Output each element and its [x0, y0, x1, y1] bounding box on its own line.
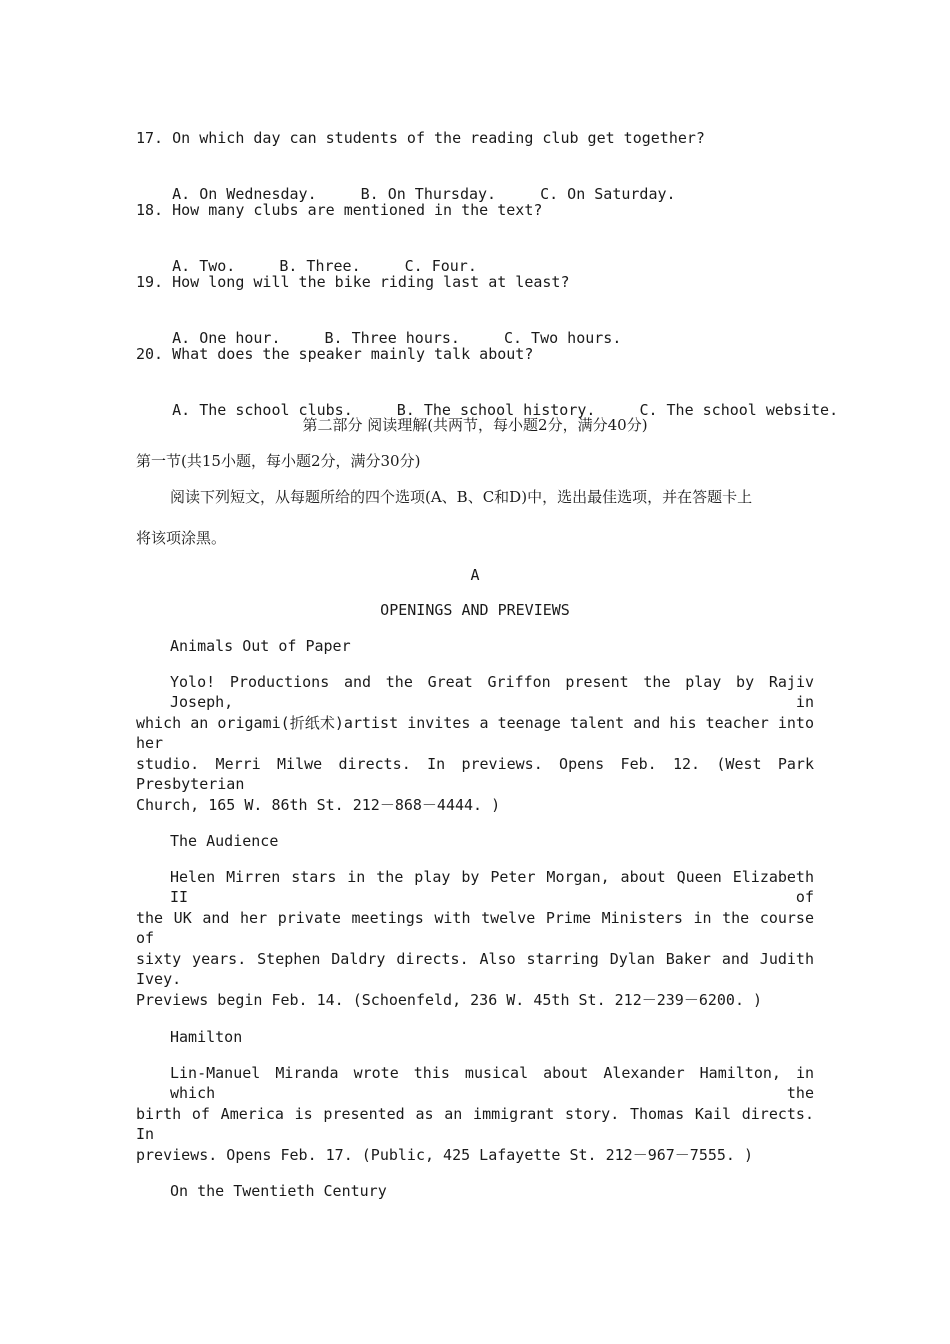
show-text-line: Yolo! Productions and the Great Griffon present the play by Rajiv Joseph, in: [170, 673, 814, 711]
show-text-line: which an origami(折纸术)artist invites a teenage talent and his teacher into her: [136, 714, 814, 752]
show-text-line: birth of America is presented as an immigrant story. Thomas Kail directs. In: [136, 1105, 814, 1143]
show-title: The Audience: [170, 832, 279, 850]
show-text-line: studio. Merri Milwe directs. In previews. Opens Feb. 12. (West Park Presbyterian: [136, 755, 814, 793]
option-c: C. Two hours.: [503, 329, 622, 347]
passage-title: OPENINGS AND PREVIEWS: [380, 601, 570, 619]
show-text-line: sixty years. Stephen Daldry directs. Also starring Dylan Baker and Judith Ivey.: [136, 950, 814, 988]
option-c: C. Four.: [404, 257, 477, 275]
question-18: 18. How many clubs are mentioned in the text?: [136, 201, 543, 219]
option-b: B. The school history.: [396, 401, 596, 419]
option-a: A. Two.: [172, 257, 236, 275]
passage-letter: A: [470, 566, 480, 584]
show-text-line: Previews begin Feb. 14. (Schoenfeld, 236 W. 45th St. 212－239－6200. ): [136, 991, 763, 1009]
option-a: A. One hour.: [172, 329, 281, 347]
option-c: C. The school website.: [639, 401, 839, 419]
instruction-line-2: 将该项涂黑。: [136, 529, 227, 547]
show-text-line: Church, 165 W. 86th St. 212－868－4444. ): [136, 796, 501, 814]
show-title: On the Twentieth Century: [170, 1182, 387, 1200]
show-text-line: Helen Mirren stars in the play by Peter Morgan, about Queen Elizabeth II of: [170, 868, 814, 906]
show-title: Animals Out of Paper: [170, 637, 351, 655]
option-a: A. The school clubs.: [172, 401, 353, 419]
section-one-heading: 第一节(共15小题，每小题2分，满分30分): [136, 452, 421, 470]
part-two-heading: 第二部分 阅读理解(共两节，每小题2分，满分40分): [302, 416, 648, 434]
question-20: 20. What does the speaker mainly talk about?: [136, 345, 534, 363]
show-title: Hamilton: [170, 1028, 243, 1046]
option-b: B. On Thursday.: [360, 185, 497, 203]
option-b: B. Three.: [279, 257, 361, 275]
show-text-line: Lin-Manuel Miranda wrote this musical about Alexander Hamilton, in which the: [170, 1064, 814, 1102]
show-text-line: the UK and her private meetings with twelve Prime Ministers in the course of: [136, 909, 814, 947]
option-a: A. On Wednesday.: [172, 185, 317, 203]
show-text-line: previews. Opens Feb. 17. (Public, 425 Lafayette St. 212－967－7555. ): [136, 1146, 753, 1164]
option-c: C. On Saturday.: [540, 185, 676, 203]
instruction-line-1: 阅读下列短文，从每题所给的四个选项(A、B、C和D)中，选出最佳选项，并在答题卡上: [170, 488, 753, 506]
question-17: 17. On which day can students of the reading club get together?: [136, 129, 705, 147]
option-b: B. Three hours.: [324, 329, 460, 347]
question-19: 19. How long will the bike riding last at least?: [136, 273, 570, 291]
